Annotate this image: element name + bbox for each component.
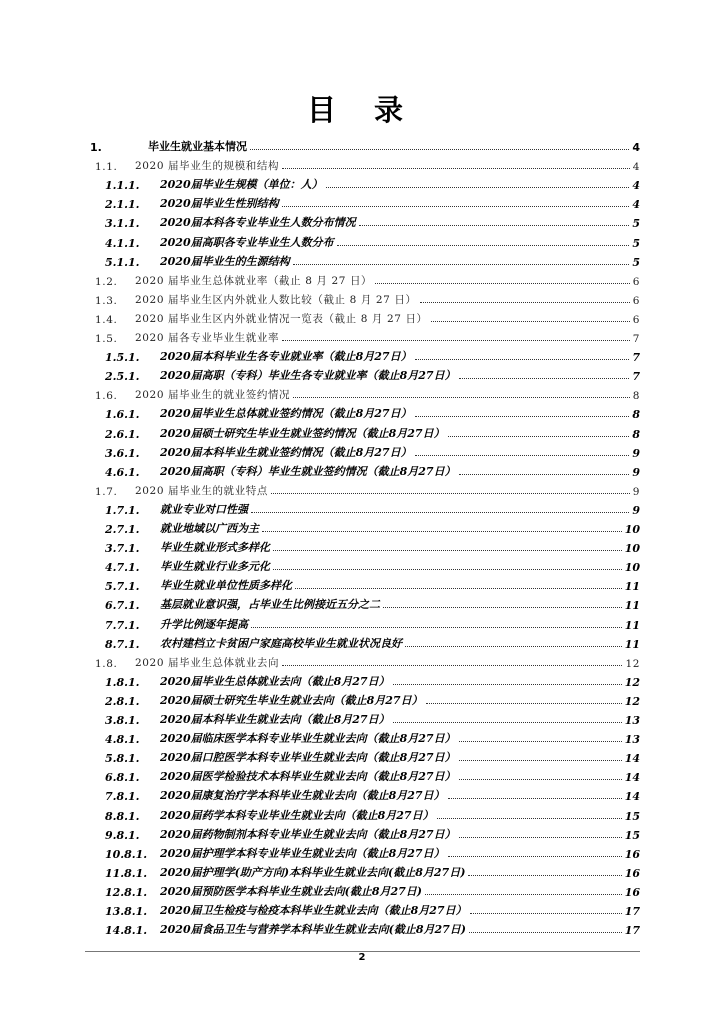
toc-entry-number: 2.5.1. — [105, 370, 140, 384]
toc-dot-leader — [431, 320, 630, 322]
toc-entry-title: 2020届口腔医学本科专业毕业生就业去向（截止8月27日） — [160, 751, 456, 765]
toc-entry-title: 毕业生就业单位性质多样化 — [160, 579, 292, 593]
toc-entry-page: 8 — [632, 427, 640, 441]
toc-entry-page: 15 — [624, 828, 640, 842]
toc-entry-page: 5 — [632, 236, 640, 250]
toc-entry-page: 13 — [624, 714, 640, 727]
toc-entry-title: 升学比例逐年提高 — [160, 617, 248, 631]
toc-entry[interactable] — [0, 747, 640, 765]
toc-entry-number: 1.8. — [95, 657, 118, 670]
toc-entry-page: 8 — [632, 408, 640, 422]
toc-entry-page: 8 — [632, 390, 640, 403]
toc-entry-page: 10 — [624, 523, 640, 536]
toc-entry-page: 10 — [624, 542, 640, 556]
footer-page-number: 2 — [358, 952, 366, 963]
toc-entry[interactable] — [0, 289, 640, 307]
toc-entry-title: 2020 届毕业生总体就业率（截止 8 月 27 日） — [135, 274, 373, 287]
toc-entry-number: 3.6.1. — [105, 446, 140, 460]
toc-entry-page: 9 — [632, 465, 640, 479]
toc-entry[interactable] — [0, 785, 640, 803]
toc-entry-number: 7.7.1. — [105, 618, 140, 632]
toc-entry-number: 2.7.1. — [105, 523, 140, 536]
toc-entry-number: 1.6.1. — [105, 408, 140, 422]
toc-entry-number: 4.7.1. — [105, 561, 140, 575]
toc-entry-page: 4 — [632, 141, 640, 154]
toc-entry-title: 毕业生就业行业多元化 — [160, 560, 270, 574]
toc-entry-title: 2020届康复治疗学本科毕业生就业去向（截止8月27日） — [160, 789, 445, 803]
toc-entry-page: 7 — [632, 351, 640, 365]
toc-entry-page: 6 — [632, 313, 640, 326]
toc-entry-title: 基层就业意识强，占毕业生比例接近五分之二 — [160, 598, 380, 612]
toc-entry[interactable] — [0, 594, 640, 612]
toc-entry[interactable] — [0, 652, 640, 670]
toc-entry-number: 4.1.1. — [105, 236, 140, 250]
toc-entry-title: 2020届临床医学本科专业毕业生就业去向（截止8月27日） — [160, 732, 456, 746]
toc-dot-leader — [459, 778, 622, 780]
toc-entry-page: 15 — [624, 809, 640, 823]
toc-dot-leader — [469, 931, 622, 933]
toc-dot-leader — [415, 358, 630, 360]
toc-entry-page: 9 — [632, 446, 640, 460]
toc-entry[interactable] — [0, 384, 640, 402]
toc-entry-title: 2020届医学检验技术本科毕业生就业去向（截止8月27日） — [160, 770, 456, 784]
toc-dot-leader — [282, 205, 630, 207]
toc-entry-number: 2.8.1. — [105, 694, 140, 708]
toc-entry[interactable] — [0, 365, 640, 383]
toc-entry-title: 2020届毕业生规模（单位：人） — [160, 178, 323, 192]
toc-entry-number: 14.8.1. — [105, 924, 148, 938]
toc-entry-number: 1.2. — [95, 275, 118, 288]
toc-entry-title: 2020届食品卫生与营养学本科毕业生就业去向(截止8月27日) — [160, 923, 466, 937]
toc-dot-leader — [295, 587, 622, 589]
toc-entry-number: 4.6.1. — [105, 465, 140, 479]
toc-entry-number: 6.8.1. — [105, 771, 140, 785]
toc-dot-leader — [459, 377, 630, 379]
toc-entry-number: 13.8.1. — [105, 905, 148, 918]
toc-entry[interactable] — [0, 308, 640, 326]
toc-entry[interactable] — [0, 327, 640, 345]
toc-entry-title: 2020届本科各专业毕业生人数分布情况 — [160, 216, 356, 230]
toc-entry-title: 2020 届毕业生区内外就业情况一览表（截止 8 月 27 日） — [135, 312, 428, 325]
toc-entry-page: 17 — [624, 905, 640, 918]
toc-entry-page: 11 — [624, 580, 640, 594]
toc-entry-page: 14 — [624, 752, 640, 766]
toc-entry-page: 11 — [624, 618, 640, 632]
toc-entry[interactable] — [0, 709, 640, 727]
toc-entry-page: 9 — [632, 485, 640, 498]
toc-entry-page: 14 — [624, 771, 640, 785]
toc-dot-leader — [448, 855, 622, 857]
toc-entry-page: 16 — [624, 885, 640, 899]
toc-dot-leader — [273, 549, 622, 551]
toc-entry[interactable] — [0, 728, 640, 746]
toc-entry[interactable] — [0, 671, 640, 689]
toc-entry[interactable] — [0, 805, 640, 823]
toc-entry-number: 1.3. — [95, 294, 118, 307]
toc-dot-leader — [293, 263, 630, 265]
toc-entry-title: 2020届本科毕业生就业去向（截止8月27日） — [160, 713, 390, 726]
toc-entry[interactable] — [0, 423, 640, 441]
toc-entry-page: 5 — [632, 217, 640, 231]
toc-dot-leader — [383, 606, 622, 608]
toc-entry-page: 7 — [632, 370, 640, 384]
toc-entry[interactable] — [0, 900, 640, 918]
toc-dot-leader — [293, 396, 630, 398]
page-title: 目 录 — [306, 93, 418, 127]
toc-entry-number: 1.5. — [95, 333, 118, 345]
toc-entry-number: 1.6. — [95, 390, 118, 403]
toc-dot-leader — [282, 167, 630, 169]
toc-dot-leader — [359, 224, 630, 226]
toc-entry[interactable] — [0, 442, 640, 460]
toc-entry-title: 2020届毕业生性别结构 — [160, 197, 279, 211]
toc-entry-title: 农村建档立卡贫困户家庭高校毕业生就业状况良好 — [160, 636, 402, 650]
toc-dot-leader — [448, 435, 630, 437]
toc-dot-leader — [448, 797, 622, 799]
toc-entry-number: 6.7.1. — [105, 599, 140, 613]
toc-dot-leader — [273, 568, 622, 570]
toc-dot-leader — [459, 473, 630, 475]
toc-entry-title: 2020 届毕业生的就业特点 — [135, 484, 268, 497]
toc-entry-page: 11 — [624, 637, 640, 651]
toc-dot-leader — [271, 492, 630, 494]
toc-entry-number: 1.8.1. — [105, 675, 140, 689]
toc-dot-leader — [393, 683, 622, 685]
toc-entry[interactable] — [0, 919, 640, 937]
toc-entry[interactable] — [0, 843, 640, 861]
toc-entry-number: 2.6.1. — [105, 427, 140, 441]
toc-entry-title: 就业专业对口性强 — [160, 502, 248, 516]
toc-entry-number: 8.8.1. — [105, 809, 140, 823]
toc-entry-page: 16 — [624, 847, 640, 861]
toc-dot-leader — [251, 626, 622, 628]
toc-entry-page: 14 — [624, 790, 640, 804]
toc-entry-page: 7 — [632, 333, 640, 345]
toc-entry[interactable] — [0, 251, 640, 269]
toc-dot-leader — [459, 759, 622, 761]
toc-entry-title: 毕业生就业基本情况 — [148, 140, 247, 153]
toc-entry-number: 1.5.1. — [105, 351, 140, 365]
toc-entry-page: 11 — [624, 599, 640, 613]
toc-dot-leader — [437, 817, 622, 819]
toc-entry[interactable] — [0, 174, 640, 192]
toc-entry-number: 4.8.1. — [105, 733, 140, 747]
toc-entry-number: 7.8.1. — [105, 790, 140, 804]
toc-entry-title: 2020届高职各专业毕业生人数分布 — [160, 235, 334, 249]
toc-dot-leader — [337, 244, 630, 246]
toc-dot-leader — [426, 702, 622, 704]
toc-entry-title: 2020届硕士研究生毕业生就业签约情况（截止8月27日） — [160, 426, 445, 440]
toc-entry-title: 2020 届各专业毕业生就业率 — [135, 332, 280, 344]
toc-entry-page: 4 — [632, 198, 640, 212]
toc-entry-number: 1.1. — [95, 161, 118, 174]
toc-entry-number: 3.8.1. — [105, 714, 140, 727]
toc-entry[interactable] — [0, 212, 640, 230]
toc-entry-number: 8.7.1. — [105, 637, 140, 651]
toc-entry[interactable] — [0, 499, 640, 517]
toc-entry-title: 就业地域以广西为主 — [160, 522, 259, 535]
toc-entry-title: 2020届毕业生总体就业去向（截止8月27日） — [160, 674, 390, 688]
toc-entry[interactable] — [0, 136, 640, 154]
toc-entry[interactable] — [0, 690, 640, 708]
toc-entry-title: 2020届毕业生的生源结构 — [160, 254, 290, 268]
toc-entry[interactable] — [0, 881, 640, 899]
toc-entry-number: 5.1.1. — [105, 255, 140, 269]
toc-entry-number: 5.7.1. — [105, 580, 140, 594]
toc-entry[interactable] — [0, 614, 640, 632]
toc-dot-leader — [470, 912, 622, 914]
toc-dot-leader — [262, 530, 622, 532]
toc-entry-title: 2020届本科毕业生就业签约情况（截止8月27日） — [160, 445, 412, 459]
toc-entry-title: 2020 届毕业生的规模和结构 — [135, 160, 280, 173]
toc-entry-title: 2020 届毕业生区内外就业人数比较（截止 8 月 27 日） — [135, 293, 417, 306]
toc-entry-number: 5.8.1. — [105, 752, 140, 766]
toc-entry-title: 2020届本科毕业生各专业就业率（截止8月27日） — [160, 350, 412, 364]
toc-entry-title: 2020届卫生检疫与检疫本科毕业生就业去向（截止8月27日） — [160, 904, 467, 917]
toc-entry-number: 3.1.1. — [105, 217, 140, 231]
toc-entry-page: 6 — [632, 275, 640, 288]
toc-entry[interactable] — [0, 766, 640, 784]
toc-dot-leader — [415, 454, 630, 456]
toc-dot-leader — [468, 874, 621, 876]
toc-entry-title: 2020 届毕业生的就业签约情况 — [135, 389, 291, 402]
toc-entry[interactable] — [0, 193, 640, 211]
toc-entry[interactable] — [0, 518, 640, 536]
toc-entry-page: 5 — [632, 255, 640, 269]
toc-entry[interactable] — [0, 537, 640, 555]
toc-entry[interactable] — [0, 556, 640, 574]
toc-entry-title: 2020届护理学(助产方向)本科毕业生就业去向(截止8月27日) — [160, 865, 466, 879]
toc-entry-number: 9.8.1. — [105, 828, 140, 842]
toc-entry-number: 1.1.1. — [105, 179, 140, 193]
toc-entry-title: 2020届高职（专科）毕业生各专业就业率（截止8月27日） — [160, 369, 456, 383]
toc-dot-leader — [393, 721, 622, 723]
toc-dot-leader — [282, 339, 630, 341]
toc-entry-page: 12 — [624, 694, 640, 708]
toc-entry[interactable] — [0, 461, 640, 479]
toc-entry-page: 12 — [624, 675, 640, 689]
toc-entry-number: 11.8.1. — [105, 866, 148, 880]
toc-entry-page: 10 — [624, 561, 640, 575]
toc-dot-leader — [420, 301, 630, 303]
toc-dot-leader — [405, 645, 622, 647]
toc-entry[interactable] — [0, 575, 640, 593]
toc-entry-number: 1.7. — [95, 485, 118, 498]
toc-entry-page: 6 — [632, 294, 640, 307]
toc-entry[interactable] — [0, 480, 640, 498]
toc-entry[interactable] — [0, 270, 640, 288]
toc-entry-page: 12 — [625, 657, 640, 670]
toc-dot-leader — [282, 664, 622, 666]
toc-entry[interactable] — [0, 346, 640, 364]
toc-entry[interactable] — [0, 232, 640, 250]
toc-entry-number: 12.8.1. — [105, 885, 148, 899]
toc-dot-leader — [250, 148, 629, 150]
toc-entry-title: 2020 届毕业生总体就业去向 — [135, 656, 280, 669]
toc-dot-leader — [459, 836, 622, 838]
toc-entry-number: 1.7.1. — [105, 503, 140, 517]
toc-entry-page: 4 — [632, 161, 640, 174]
toc-entry-title: 2020届硕士研究生毕业生就业去向（截止8月27日） — [160, 693, 423, 707]
toc-entry[interactable] — [0, 862, 640, 880]
toc-entry-title: 2020届预防医学本科毕业生就业去向(截止8月27日) — [160, 884, 422, 898]
toc-entry-title: 2020届药学本科专业毕业生就业去向（截止8月27日） — [160, 808, 434, 822]
toc-entry-title: 毕业生就业形式多样化 — [160, 541, 270, 555]
toc-dot-leader — [415, 415, 630, 417]
toc-entry-number: 2.1.1. — [105, 198, 140, 212]
toc-entry-page: 13 — [624, 733, 640, 747]
toc-dot-leader — [326, 186, 630, 188]
toc-entry[interactable] — [0, 633, 640, 651]
toc-entry[interactable] — [0, 824, 640, 842]
toc-entry[interactable] — [0, 403, 640, 421]
toc-entry-page: 4 — [632, 179, 640, 193]
toc-entry-title: 2020届毕业生总体就业签约情况（截止8月27日） — [160, 407, 412, 421]
toc-dot-leader — [251, 511, 629, 513]
toc-entry-title: 2020届药物制剂本科专业毕业生就业去向（截止8月27日） — [160, 827, 456, 841]
toc-entry-title: 2020届护理学本科专业毕业生就业去向（截止8月27日） — [160, 846, 445, 860]
toc-entry-number: 1. — [90, 141, 102, 154]
toc-entry[interactable] — [0, 155, 640, 173]
toc-entry-page: 16 — [624, 866, 640, 880]
toc-entry-number: 1.4. — [95, 313, 118, 326]
toc-entry-number: 3.7.1. — [105, 542, 140, 556]
toc-dot-leader — [375, 282, 630, 284]
toc-entry-number: 10.8.1. — [105, 847, 148, 861]
toc-entry-page: 17 — [624, 924, 640, 938]
toc-entry-title: 2020届高职（专科）毕业生就业签约情况（截止8月27日） — [160, 464, 456, 478]
toc-entry-page: 9 — [632, 503, 640, 517]
toc-dot-leader — [459, 740, 622, 742]
toc-dot-leader — [425, 893, 622, 895]
